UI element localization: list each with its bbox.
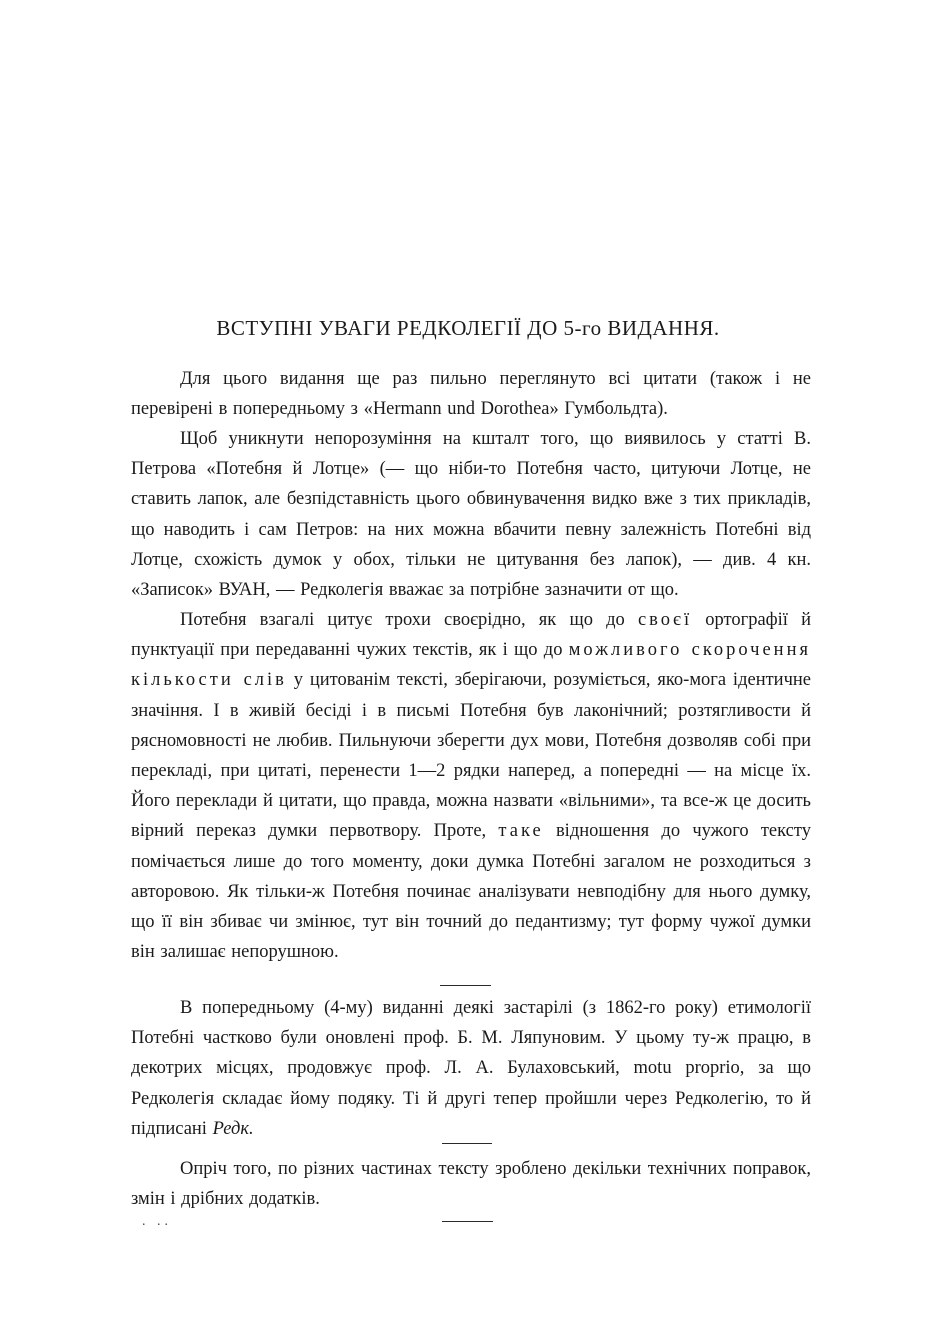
paragraph-2: Щоб уникнути непорозуміння на кшталт того, що виявилось у статті В. Петрова «Потебня й Лотце» (— що ніби-то Потебня часто, цитуючи Лотце, не ставить лапок, але безпідставність цього обвинувачення видко вже з тих прикладів, що наводить і сам Петров: на них можна вбачити певну залежність Потебні від Лотце, схожість думок у обох, тільки не цитування без лапок), — див. 4 кн. «Записок» ВУАН, — Редколегія вважає за потрібне зазначити от що. (131, 429, 811, 601)
paragraph-3-spaced-d: можливого скорочення кількости слів (131, 640, 811, 691)
section-divider-3 (442, 1221, 493, 1222)
paragraph-1: Для цього видання ще раз пильно переглянуто всі цитати (також і не перевірені в попередньому з «Hermann und Dorothea» Гумбольдта). (131, 369, 811, 420)
paragraph-4-text: В попередньому (4-му) виданні деякі застарілі (з 1862-го року) етимології Потебні частково були оновлені проф. Б. М. Ляпуновим. У цьому ту-ж працю, в декотрих місцях, продовжує проф. Л. А. Булаховський, motu proprio, за що Редколегія складає йому подяку. Ті й другі тепер пройшли через Редколегію, то й підписані (131, 998, 811, 1139)
paragraph-4 (131, 993, 811, 1144)
paragraph-5: Опріч того, по різних частинах тексту зроблено декільки технічних поправок, змін і дрібних додатків. (131, 1159, 811, 1210)
paragraph-3-spaced-b: своєї (637, 610, 693, 630)
paragraph-3-spaced-f: таке (498, 821, 544, 842)
page-title: ВСТУПНІ УВАГИ РЕДКОЛЕГІЇ ДО 5-го ВИДАННЯ. (216, 316, 720, 340)
paragraph-3-text-e: у цитованім тексті, зберігаючи, розуміється, яко-мога ідентичне значіння. І в живій бесіді і в письмі Потебня був лаконічний; розтягливости й рясномовності не любив. Пильнуючи зберегти дух мови, Потебня дозволяв собі при перекладі, при цитаті, перенести 1—2 рядки наперед, а попередні — на місце їх. Його переклади й цитати, що правда, можна назвати «вільними», та все-ж це досить вірний переказ думки первотвору. Проте, (131, 670, 811, 842)
paragraph-4-signature: Редк. (212, 1118, 254, 1139)
paragraph-3-text-c: ортографії й пунктуації при передаванні чужих текстів, як і що до (131, 610, 811, 661)
paragraph-3-text-g: відношення до чужого тексту помічається лише до того моменту, доки думка Потебні загалом не розходиться з авторовою. Як тільки-ж Потебня починає аналізувати невподібну для нього думку, що її він збиває чи змінює, тут він точний до педантизму; тут форму чужої думки він залишає непорушною. (131, 821, 811, 963)
paragraph-3-text-a: Потебня взагалі цитує трохи своєрідно, як що до (180, 610, 638, 630)
section-divider-1 (440, 985, 491, 986)
section-divider-2 (442, 1143, 492, 1144)
paragraph-3 (131, 605, 811, 967)
corner-mark: . .. (142, 1214, 172, 1229)
